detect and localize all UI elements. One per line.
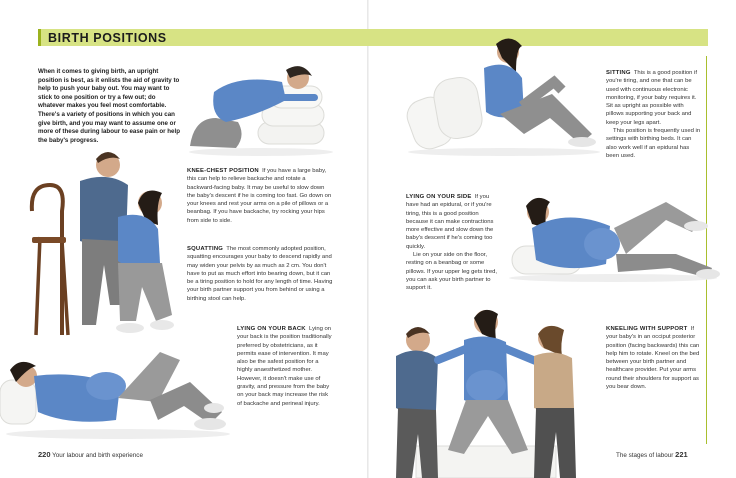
lying-back-body: Lying on your back is the position traditionally preferred by obstetricians, as it permits ease of intervention. It may also be the safest position for a highly anaesthetized mother. However, it doesn't make use of gravity, and pressure from the baby on your back may increase the risk of backache and perineal injury. (237, 326, 332, 407)
lying-side-photo (506, 184, 720, 284)
lying-side-body-2: Lie on your side on the floor, resting on a beanbag or some pillows. If your upper leg gets tired, you can ask your birth partner to support it. (406, 252, 498, 292)
lying-back-heading: LYING ON YOUR BACK (237, 326, 306, 332)
sitting-heading: SITTING (606, 70, 631, 76)
squatting-text (187, 245, 333, 303)
right-running-title: The stages of labour (616, 452, 674, 459)
lying-back-photo (0, 346, 236, 442)
kneeling-heading: KNEELING WITH SUPPORT (606, 326, 688, 332)
page-title: BIRTH POSITIONS (48, 31, 167, 45)
left-running-title: Your labour and birth experience (52, 452, 143, 459)
kneeling-body: If your baby's in an occiput posterior position (facing backwards) this can help him to rotate. Kneel on the bed between your birth partner and healthcare provider. Put your arms round their shoulders for support as you bear down. (606, 326, 700, 391)
lying-side-text (406, 193, 502, 293)
intro-paragraph: When it comes to giving birth, an upright position is best, as it enlists the aid of gravity to help to push your baby out. You may want to stick to one position or try a few out; do whatever makes you feel most comfortable. There's a variety of positions in which you can give birth, and you may want to assume one or more of these during labour to ease pain or help the baby's progress. (38, 68, 180, 144)
left-page-number: 220 (38, 450, 51, 459)
squatting-body: The most commonly adopted position, squatting encourages your baby to descend rapidly and may widen your pelvis by as much as 2 cm. You don't have to put as much effort into bearing down, but it can be a tiring position to hold for any length of time. Having your birth partner support you from behind or using a birthing stool can help. (187, 246, 333, 302)
knee-chest-photo (186, 56, 336, 156)
lying-back-text (237, 325, 333, 408)
sitting-body: This is a good position if you're tiring, and one that can be used with continuous electronic monitoring, if your baby requires it. Sit as upright as possible with pillows supporting your back and keep your legs apart. (606, 70, 698, 126)
lying-side-heading: LYING ON YOUR SIDE (406, 194, 472, 200)
section-header-marker (38, 29, 41, 46)
knee-chest-heading: KNEE-CHEST POSITION (187, 168, 259, 174)
right-folio (616, 450, 688, 459)
right-page-number: 221 (675, 450, 688, 459)
kneeling-photo (378, 300, 598, 478)
squatting-heading: SQUATTING (187, 246, 224, 252)
sitting-body-2: This position is frequently used in settings with birthing beds. It can also work well if an epidural has been used. (606, 128, 701, 159)
page-gutter (367, 0, 369, 478)
sitting-text (606, 69, 702, 160)
kneeling-text (606, 325, 702, 391)
sitting-photo (404, 38, 604, 158)
squatting-photo (22, 145, 182, 345)
left-folio (38, 450, 143, 459)
knee-chest-text (187, 167, 333, 225)
knee-chest-body: If you have a large baby, this can help to relieve backache and rotate a backward-facing baby. It may be useful to slow down the baby's descent if he is coming too fast. Go down on your knees and rest your arms on a pile of pillows or a beanbag. If you have backache, try rocking your hips from side to side. (187, 168, 332, 224)
lying-side-body: If you have had an epidural, or if you're tiring, this is a good position because it can make contractions more effective and slow down the baby's descent if he's coming too quickly. (406, 194, 494, 250)
